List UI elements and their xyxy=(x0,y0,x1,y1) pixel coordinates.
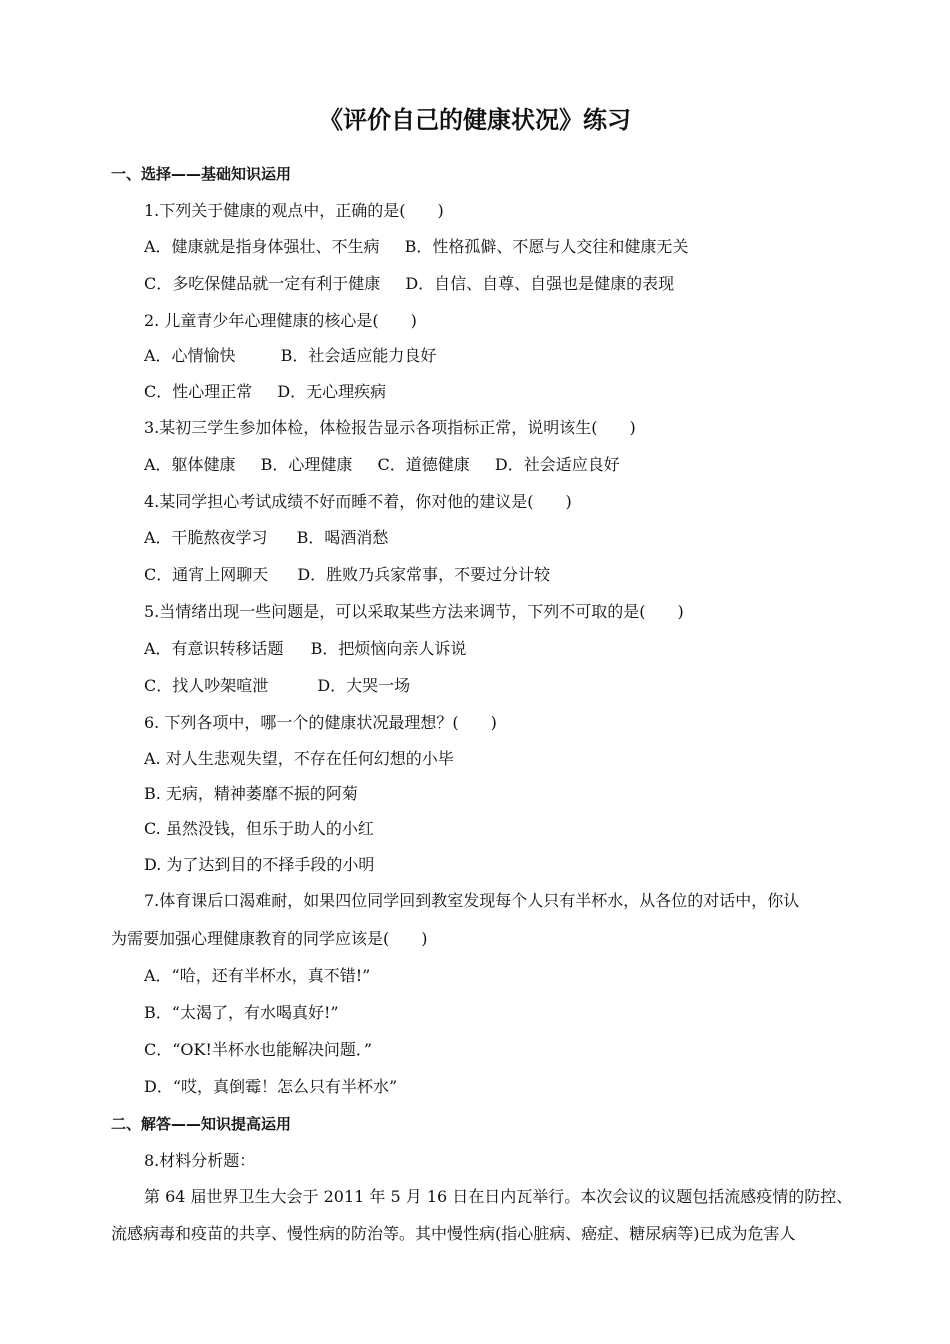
q5-option-c: C．找人吵架喧泄 xyxy=(144,676,269,695)
q3-option-c: C．道德健康 xyxy=(377,455,470,474)
question-5-stem: 5.当情绪出现一些问题是，可以采取某些方法来调节，下列不可取的是( ) xyxy=(144,602,684,621)
question-1-options-ab xyxy=(144,237,688,257)
q6-option-c: C. 虽然没钱，但乐于助人的小红 xyxy=(144,819,374,838)
q2-option-d: D．无心理疾病 xyxy=(277,382,387,401)
q5-option-d: D．大哭一场 xyxy=(317,676,411,695)
question-3-stem: 3.某初三学生参加体检，体检报告显示各项指标正常，说明该生( ) xyxy=(144,418,636,437)
q3-option-d: D．社会适应良好 xyxy=(494,455,620,474)
q1-option-a: A．健康就是指身体强壮、不生病 xyxy=(144,237,380,256)
question-4-options-ab xyxy=(144,528,388,548)
q6-option-a: A. 对人生悲观失望，不存在任何幻想的小毕 xyxy=(144,749,454,768)
q4-option-b: B．喝酒消愁 xyxy=(296,528,389,547)
q1-option-b: B．性格孤僻、不愿与人交往和健康无关 xyxy=(404,237,689,256)
section-heading-choice: 一、选择——基础知识运用 xyxy=(111,165,292,183)
q5-option-b: B．把烦恼向亲人诉说 xyxy=(310,639,467,658)
question-7-stem-line2: 为需要加强心理健康教育的同学应该是( ) xyxy=(111,929,428,948)
q4-option-d: D．胜败乃兵家常事，不要过分计较 xyxy=(297,565,551,584)
question-1-stem: 1.下列关于健康的观点中，正确的是( ) xyxy=(144,201,444,220)
question-7-stem-line1: 7.体育课后口渴难耐，如果四位同学回到教室发现每个人只有半杯水，从各位的对话中，你认 xyxy=(144,891,800,910)
question-1-options-cd xyxy=(144,274,674,294)
question-8-paragraph-line1: 第 64 届世界卫生大会于 2011 年 5 月 16 日在日内瓦举行。本次会议的议题包括流感疫情的防控、 xyxy=(144,1187,853,1206)
q6-option-d: D. 为了达到目的不择手段的小明 xyxy=(144,855,375,874)
q7-option-d: D．“哎，真倒霉！怎么只有半杯水” xyxy=(144,1077,398,1096)
q7-option-c: C．“OK!半杯水也能解决问题．” xyxy=(144,1040,373,1059)
question-2-stem: 2. 儿童青少年心理健康的核心是( ) xyxy=(144,311,417,330)
question-6-stem: 6. 下列各项中，哪一个的健康状况最理想？( ) xyxy=(144,713,497,732)
q3-option-b: B．心理健康 xyxy=(260,455,353,474)
question-8-stem: 8.材料分析题： xyxy=(144,1151,256,1170)
q3-option-a: A．躯体健康 xyxy=(144,455,236,474)
section-heading-answer: 二、解答——知识提高运用 xyxy=(111,1115,292,1133)
question-4-stem: 4.某同学担心考试成绩不好而睡不着，你对他的建议是( ) xyxy=(144,492,572,511)
page-title: 《评价自己的健康状况》练习 xyxy=(319,105,631,134)
question-5-options-cd xyxy=(144,676,410,696)
q1-option-c: C．多吃保健品就一定有利于健康 xyxy=(144,274,381,293)
question-4-options-cd xyxy=(144,565,550,585)
question-2-options-ab xyxy=(144,346,436,366)
q4-option-a: A．干脆熬夜学习 xyxy=(144,528,268,547)
question-2-options-cd xyxy=(144,382,386,402)
q7-option-b: B．“太渴了，有水喝真好!” xyxy=(144,1003,339,1022)
q2-option-b: B．社会适应能力良好 xyxy=(280,346,437,365)
q1-option-d: D．自信、自尊、自强也是健康的表现 xyxy=(405,274,675,293)
question-8-paragraph-line2: 流感病毒和疫苗的共享、慢性病的防治等。其中慢性病(指心脏病、癌症、糖尿病等)已成为危害人 xyxy=(111,1224,796,1243)
question-5-options-ab xyxy=(144,639,466,659)
q6-option-b: B. 无病，精神萎靡不振的阿菊 xyxy=(144,784,358,803)
q2-option-a: A．心情愉快 xyxy=(144,346,236,365)
q2-option-c: C．性心理正常 xyxy=(144,382,253,401)
question-3-options xyxy=(144,455,620,475)
q4-option-c: C．通宵上网聊天 xyxy=(144,565,269,584)
q5-option-a: A．有意识转移话题 xyxy=(144,639,284,658)
q7-option-a: A．“哈，还有半杯水，真不错!” xyxy=(144,966,371,985)
